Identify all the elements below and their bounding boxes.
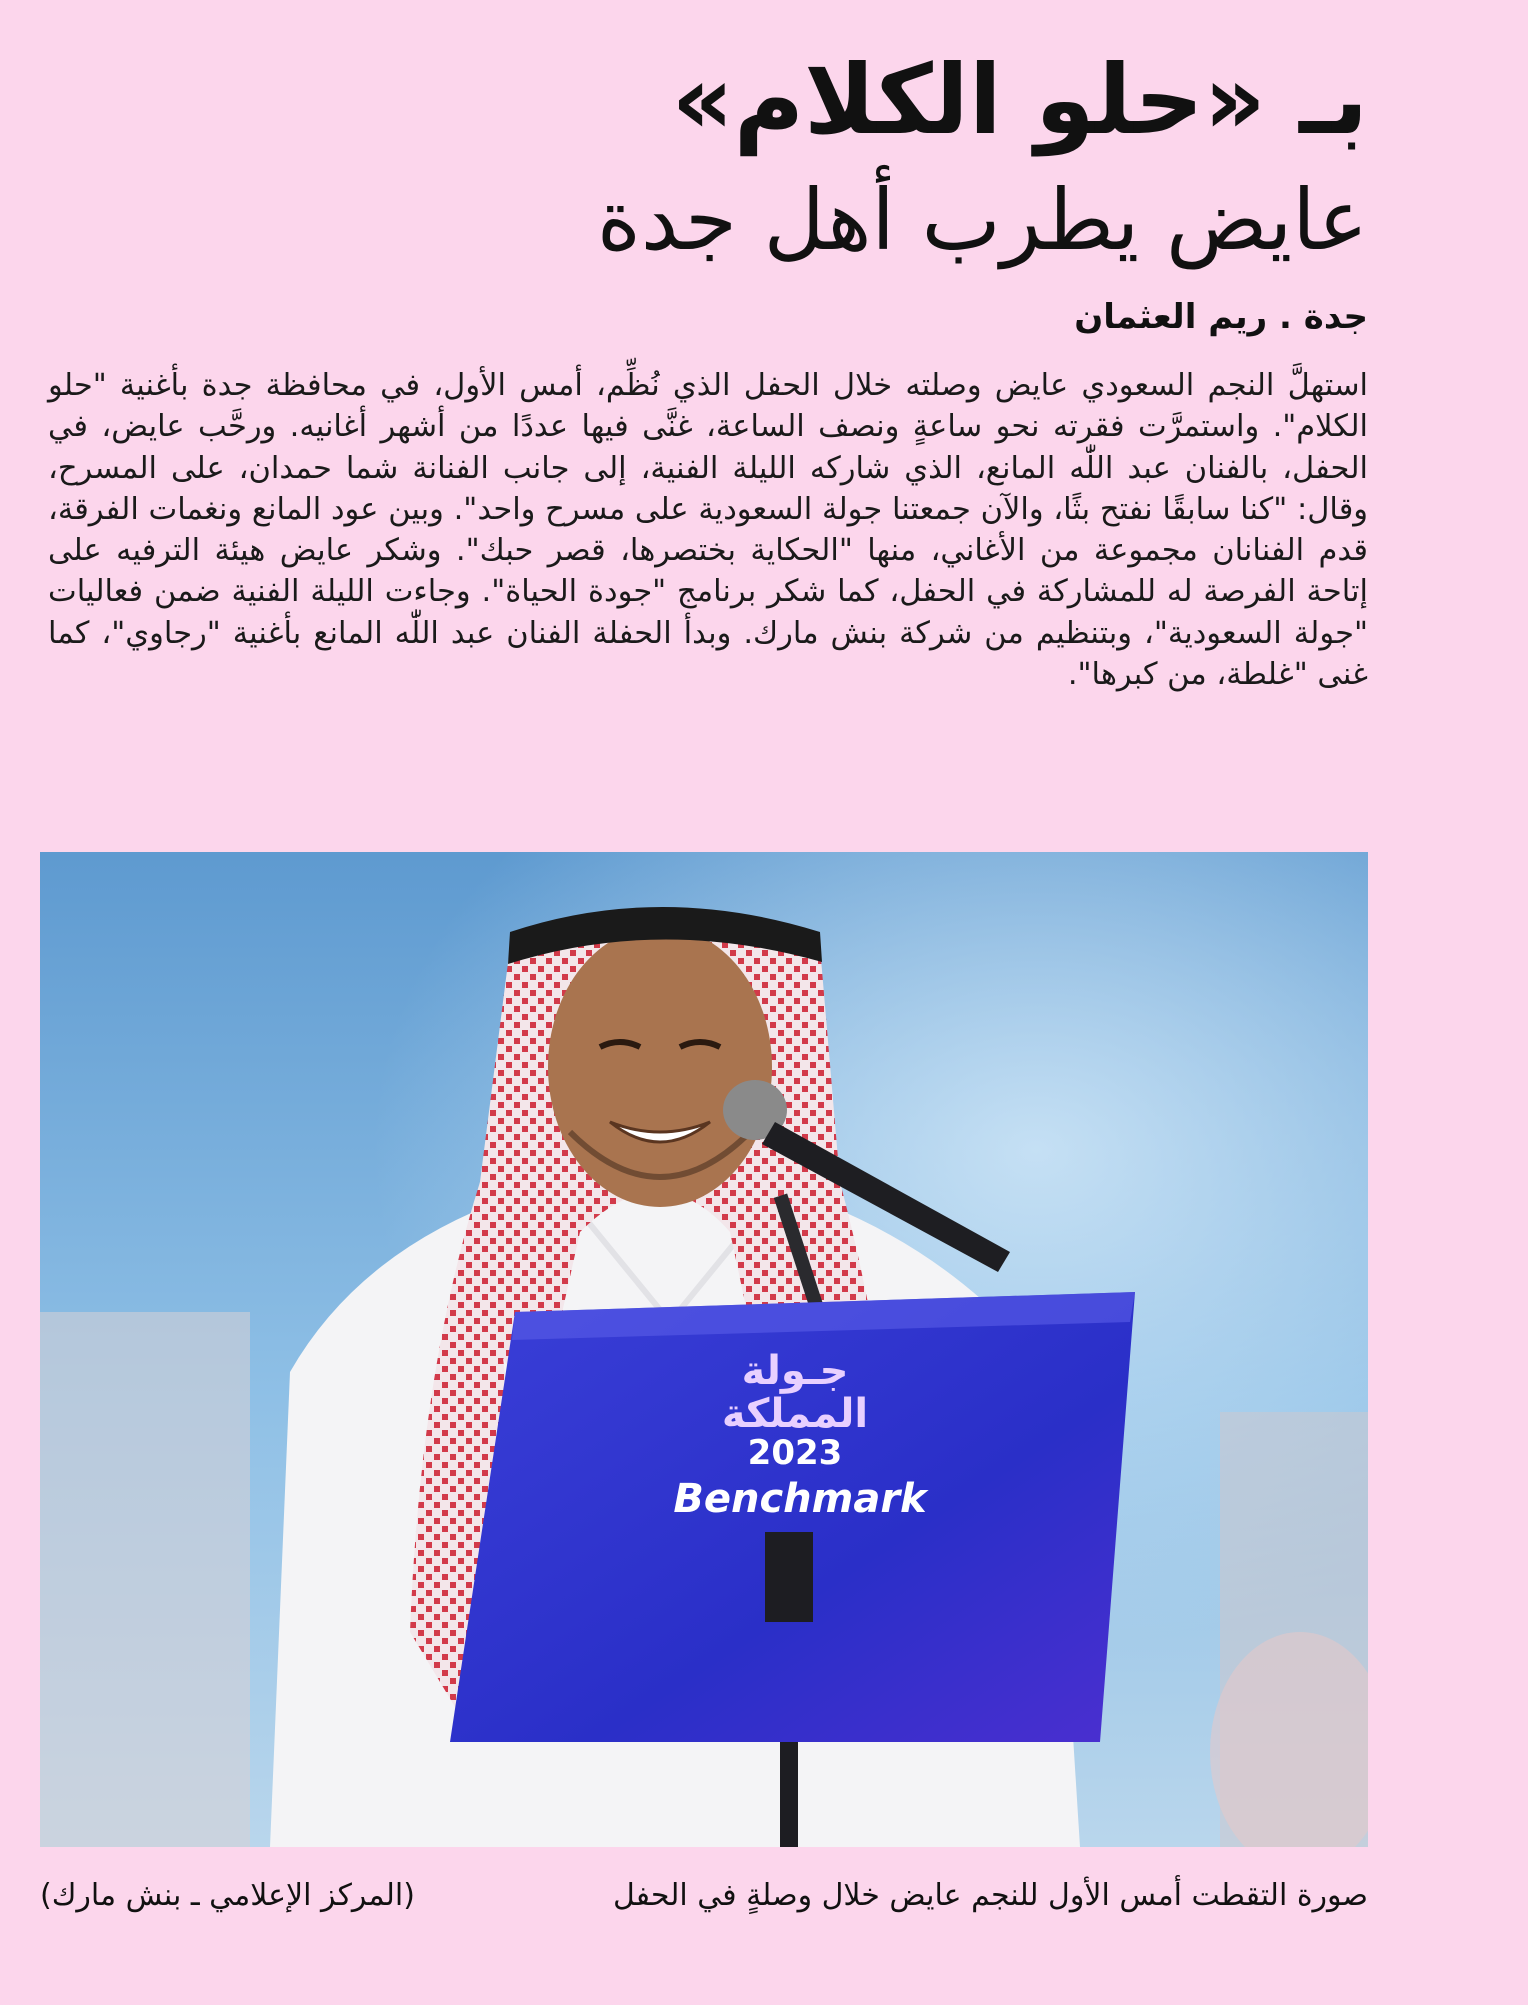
caption-text: صورة التقطت أمس الأول للنجم عايض خلال وصلةٍ في الحفل [612,1878,1368,1913]
stand-logo-line1: جـولة [741,1348,849,1394]
byline: جدة . ريم العثمان [1074,297,1368,337]
stand-logo-year: 2023 [747,1433,843,1473]
stand-logo-line2: المملكة [721,1391,869,1437]
article-body: استهلَّ النجم السعودي عايض وصلته خلال الحفل الذي نُظِّم، أمس الأول، في محافظة جدة بأغنية "حلو الكلام". واستمرَّت فقرته نحو ساعةٍ ونصف الساعة، غنَّى فيها عددًا من أشهر أغانيه. ورحَّب عايض، في الحفل، بالفنان عبد اللّٰه المانع، الذي شاركه الليلة الفنية، إلى جانب الفنانة شما حمدان، على المسرح، وقال: "كنا سابقًا نفتح بثًا، والآن جمعتنا جولة السعودية على مسرح واحد". وبين عود المانع ونغمات الفرقة، قدم الفنانان مجموعة من الأغاني، منها "الحكاية بختصرها، قصر حبك". وشكر عايض هيئة الترفيه على إتاحة الفرصة له للمشاركة في الحفل، كما شكر برنامج "جودة الحياة". وجاءت الليلة الفنية ضمن فعاليات "جولة السعودية"، وبتنظيم من شركة بنش مارك. وبدأ الحفلة الفنان عبد اللّٰه المانع بأغنية "رجاوي"، كما غنى "غلطة، من كبرها". [48,368,1368,693]
headline-main: عايض يطرب أهل جدة [596,171,1368,269]
stand-brand-logo: Benchmark [673,1476,927,1522]
caption-credit: (المركز الإعلامي ـ بنش مارك) [40,1878,415,1913]
headline-top: بـ «حلو الكلام» [671,44,1368,156]
photo-caption [40,1868,1368,1924]
singer-photo [40,852,1368,1847]
